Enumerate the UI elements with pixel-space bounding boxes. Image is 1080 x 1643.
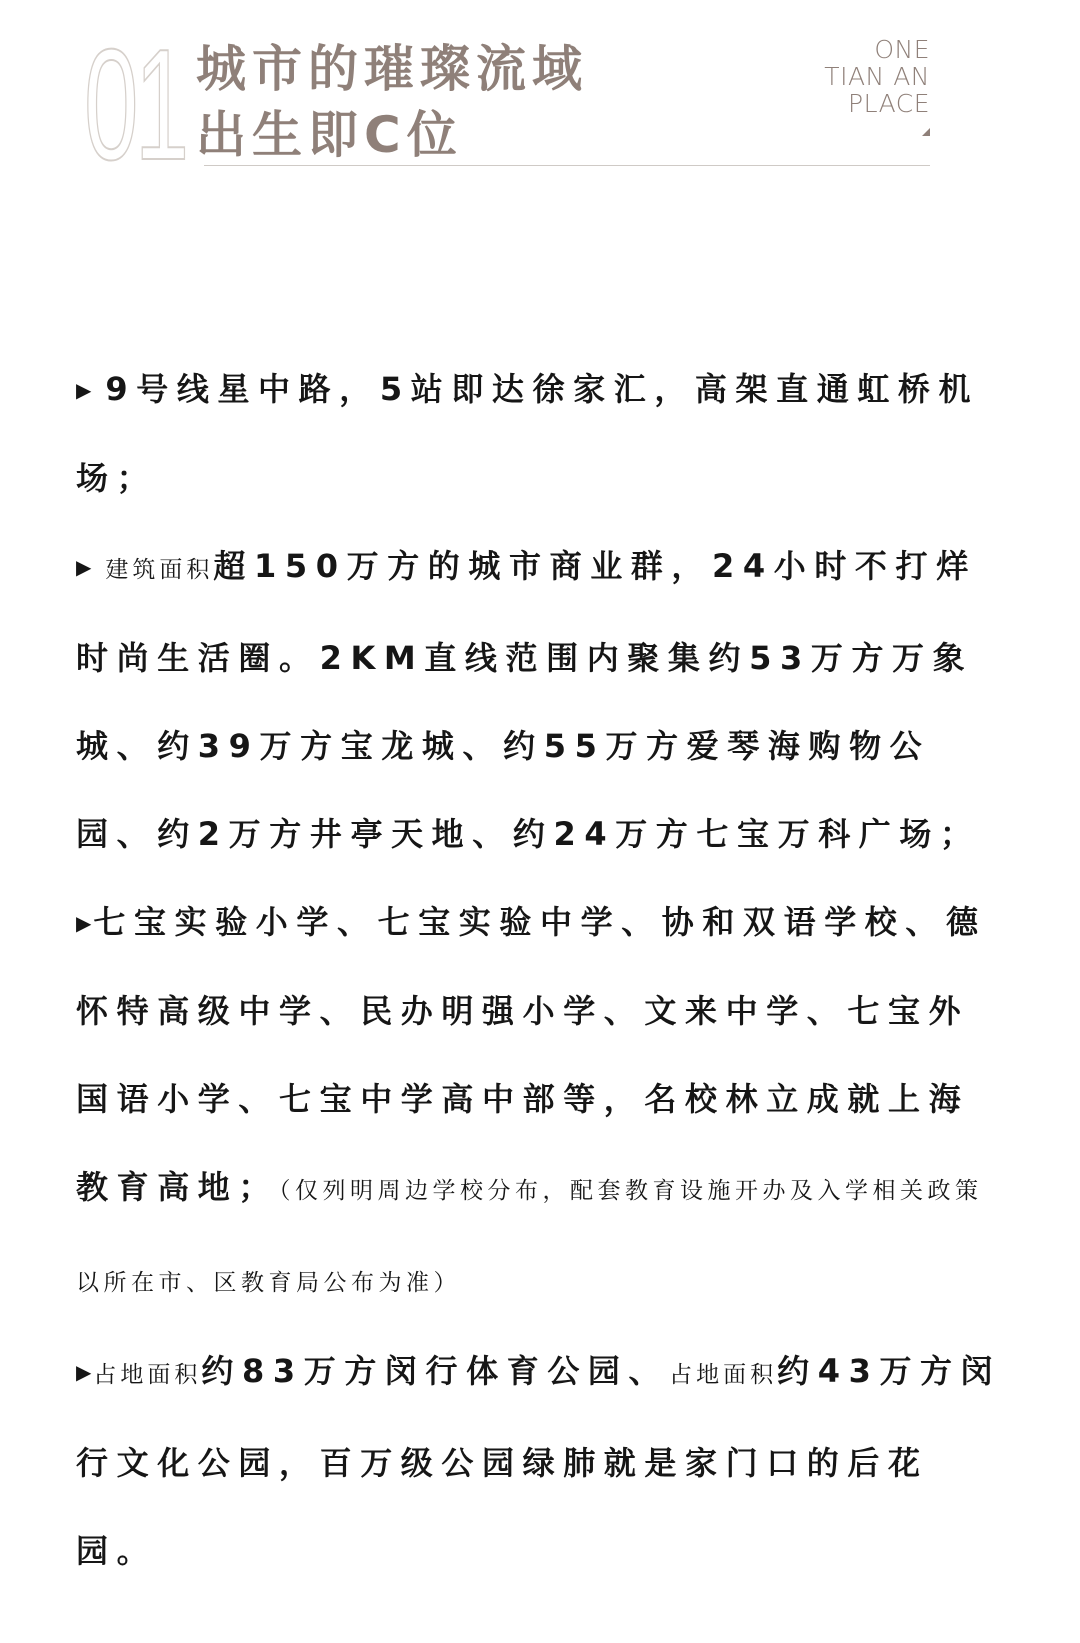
article-body (76, 345, 1006, 1595)
paragraph-text: 七宝实验小学、七宝实验中学、协和双语学校、德怀特高级中学、民办明强小学、文来中学、七宝外国语小学、七宝中学高中部等，名校林立成就上海教育高地； (76, 903, 987, 1206)
triangle-right-icon: ▶ (76, 378, 92, 402)
brand-line-2: TIAN AN (824, 62, 930, 91)
area-label: 占地面积 (93, 1362, 202, 1388)
corner-triangle-icon (922, 128, 930, 136)
brand-line-3: PLACE (848, 89, 930, 118)
title-line-1: 城市的璀璨流域 (196, 40, 588, 98)
disclaimer-note: （仅列明周边学校分布，配套教育设施开办及入学相关政策以所在市、区教育局公布为准） (76, 1178, 983, 1296)
area-label: 占地面积 (669, 1362, 778, 1388)
paragraph-text: 9号线星中路，5站即达徐家汇，高架直通虹桥机场； (76, 370, 980, 497)
paragraph-text: 约43万方闵行文化公园，百万级公园绿肺就是家门口的后花园。 (76, 1352, 1002, 1570)
section-number: 01 (84, 17, 186, 193)
triangle-right-icon: ▶ (76, 555, 92, 579)
brand-logo-text (824, 36, 930, 117)
triangle-right-icon: ▶ (76, 911, 92, 935)
paragraph-text: 超150万方的城市商业群，24小时不打烊时尚生活圈。2KM直线范围内聚集约53万方万象城、约39万方宝龙城、约55万方爱琴海购物公园、约2万方井亭天地、约24万方七宝万科广场； (76, 547, 981, 853)
section-header (0, 0, 1080, 193)
section-title (196, 36, 588, 168)
paragraph-commerce (76, 522, 1006, 878)
header-divider (204, 165, 930, 166)
triangle-right-icon: ▶ (76, 1360, 92, 1384)
paragraph-parks (76, 1327, 1006, 1595)
paragraph-education (76, 878, 1006, 1327)
brand-line-1: ONE (874, 35, 930, 64)
paragraph-text: 约83万方闵行体育公园、 (201, 1352, 670, 1390)
area-label: 建筑面积 (105, 557, 214, 583)
paragraph-transport (76, 345, 1006, 522)
title-line-2: 出生即C位 (196, 106, 463, 164)
